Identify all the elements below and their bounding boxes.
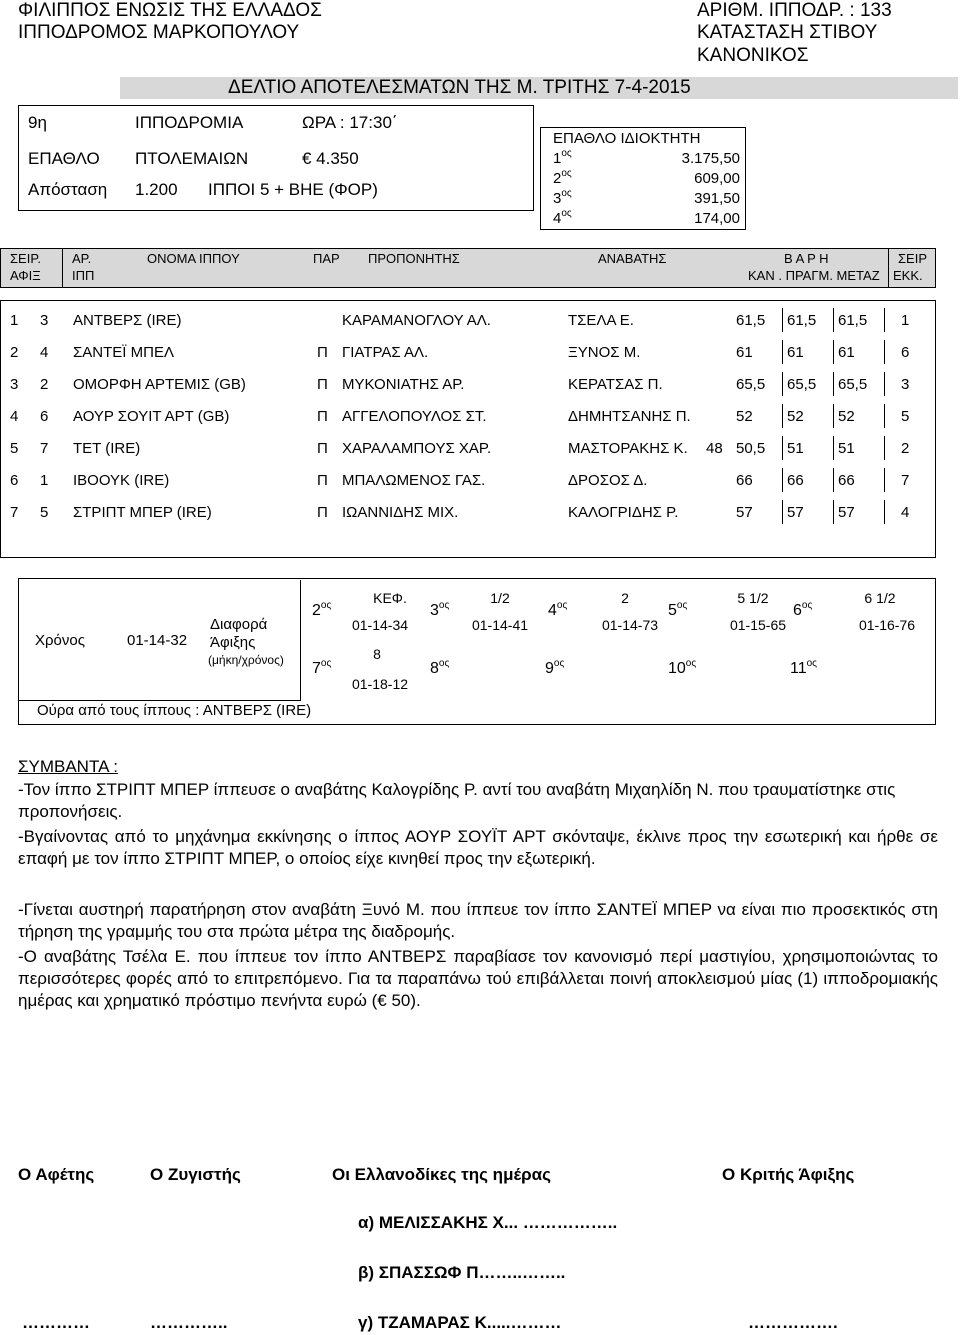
cell-divider	[884, 436, 885, 460]
row-horse-number: 2	[40, 376, 49, 393]
cell-divider	[884, 468, 885, 492]
row-weight-assigned: 50,5	[736, 440, 766, 457]
row-trainer: ΜΠΑΛΩΜΕΝΟΣ ΓΑΣ.	[342, 472, 486, 489]
table-row	[0, 376, 936, 398]
cell-divider	[884, 500, 885, 524]
event-note-3: -Γίνεται αυστηρή παρατήρηση στον αναβάτη Ξυνό Μ. που ίππευε τον ίππο ΣΑΝΤΕΪ ΜΠΕΡ να είναι πιο προσεκτικός στη τήρηση της γραμμής του στα πρώτα μέτρα της διαδρομής.	[18, 900, 938, 941]
row-weight-changed: 65,5	[838, 376, 868, 393]
margin-2: ΚΕΦ.	[373, 590, 407, 606]
cell-divider	[833, 308, 834, 332]
runners-info: ΙΠΠΟΙ 5 + ΒΗΕ (ΦΟΡ)	[208, 180, 378, 199]
event-note-1: -Τον ίππο ΣΤΡΙΠΤ ΜΠΕΡ ίππευσε ο αναβάτης Καλογρίδης Ρ. αντί του αναβάτη Μιχαηλίδη Ν. που τραυματίστηκε στις προπονήσεις.	[18, 780, 896, 821]
sign-weigher: Ο Ζυγιστής	[150, 1165, 241, 1184]
row-jockey: ΚΑΛΟΓΡΙΔΗΣ Ρ.	[568, 504, 679, 521]
race-word: ΙΠΠΟΔΡΟΜΙΑ	[135, 113, 244, 132]
col-weights: Β Α Ρ Η	[784, 251, 829, 266]
row-horse-name: ΑΝΤΒΕΡΣ (IRE)	[73, 312, 182, 329]
row-weight-actual: 52	[787, 408, 804, 425]
cell-divider	[782, 436, 783, 460]
col-jockey: ΑΝΑΒΑΤΗΣ	[598, 251, 667, 266]
row-par: Π	[317, 408, 328, 425]
row-horse-name: ΙΒΟΟΥΚ (IRE)	[73, 472, 170, 489]
row-jockey: ΤΣΕΛΑ Ε.	[568, 312, 634, 329]
prize-amount-2: 609,00	[694, 170, 740, 187]
cell-divider	[884, 372, 885, 396]
prize-amount-3: 391,50	[694, 190, 740, 207]
place-5: $5^{o\varsigma}$	[668, 600, 688, 619]
place-11: $11^{o\varsigma}$	[790, 658, 817, 677]
cell-divider	[782, 500, 783, 524]
cell-divider	[833, 340, 834, 364]
distance-value: 1.200	[135, 180, 178, 199]
row-start-order: 4	[901, 504, 910, 521]
row-horse-name: ΟΜΟΡΦΗ ΑΡΤΕΜΙΣ (GB)	[73, 376, 246, 393]
row-position: 2	[10, 344, 19, 361]
row-start-order: 7	[901, 472, 910, 489]
sign-starter: Ο Αφέτης	[18, 1165, 95, 1184]
table-row	[0, 504, 936, 526]
table-row	[0, 344, 936, 366]
row-weight-actual: 65,5	[787, 376, 817, 393]
owner-prizes-title: ΕΠΑΘΛΟ ΙΔΙΟΚΤΗΤΗ	[553, 130, 701, 147]
row-start-order: 5	[901, 408, 910, 425]
cell-divider	[833, 436, 834, 460]
col-weights-sub: ΚΑΝ . ΠΡΑΓΜ. ΜΕΤΑΖ	[748, 268, 880, 283]
row-trainer: ΧΑΡΑΛΑΜΠΟΥΣ ΧΑΡ.	[342, 440, 492, 457]
row-trainer: ΜΥΚΟΝΙΑΤΗΣ ΑΡ.	[342, 376, 465, 393]
prize-place-3: $3^{o\varsigma}$	[553, 188, 572, 207]
cell-divider	[833, 404, 834, 428]
row-par: Π	[317, 344, 328, 361]
row-jockey: ΚΕΡΑΤΣΑΣ Π.	[568, 376, 663, 393]
prize-amount: € 4.350	[302, 149, 359, 168]
col-divider	[62, 248, 63, 288]
margin-5: 5 1/2	[737, 590, 769, 606]
row-weight-assigned: 52	[736, 408, 753, 425]
table-row	[0, 440, 936, 462]
row-position: 6	[10, 472, 19, 489]
row-position: 5	[10, 440, 19, 457]
cell-divider	[782, 404, 783, 428]
col-start-1: ΣΕΙΡ	[898, 251, 927, 266]
cell-divider	[833, 468, 834, 492]
row-jockey: ΜΑΣΤΟΡΑΚΗΣ Κ.	[568, 440, 688, 457]
place-9: $9^{o\varsigma}$	[545, 658, 565, 677]
margin-3: 1/2	[490, 590, 510, 606]
event-note-4: -Ο αναβάτης Τσέλα Ε. που ίππευε τον ίππο ΑΝΤΒΕΡΣ παραβίασε τον κανονισμό περί μαστιγίου, χρησιμοποιώντας το περισσότερες φορές από το επιτρεπόμενο. Για τα παραπάνω τού επιβάλλεται ποινή αποκλεισμού μίας (1) ιπποδρομιακής ημέρας και χρηματικό πρόστιμο πενήντα ευρώ (€ 50).	[18, 947, 938, 1010]
cell-divider	[884, 308, 885, 332]
row-weight-changed: 51	[838, 440, 855, 457]
row-start-order: 6	[901, 344, 910, 361]
row-par: Π	[317, 504, 328, 521]
row-jockey: ΔΡΟΣΟΣ Δ.	[568, 472, 648, 489]
row-weight-actual: 61,5	[787, 312, 817, 329]
margin-4: 2	[621, 590, 629, 606]
prize-amount-1: 3.175,50	[681, 150, 740, 167]
row-start-order: 1	[901, 312, 910, 329]
row-par: Π	[317, 440, 328, 457]
row-weight-assigned: 57	[736, 504, 753, 521]
meeting-number: ΑΡΙΘΜ. ΙΠΠΟΔΡ. : 133	[697, 0, 892, 21]
row-weight-actual: 51	[787, 440, 804, 457]
col-horse: ΟΝΟΜΑ ΙΠΠΟΥ	[147, 251, 240, 266]
col-start-2: ΕΚΚ.	[893, 268, 923, 283]
time-label: Χρόνος	[35, 632, 85, 649]
race-number: 9η	[28, 113, 47, 132]
events-title: ΣΥΜΒΑΝΤΑ :	[18, 757, 118, 776]
table-row	[0, 472, 936, 494]
row-trainer: ΑΓΓΕΛΟΠΟΥΛΟΣ ΣΤ.	[342, 408, 487, 425]
cell-divider	[782, 468, 783, 492]
row-weight-actual: 57	[787, 504, 804, 521]
row-horse-number: 4	[40, 344, 49, 361]
federation-name: ΦΙΛΙΠΠΟΣ ΕΝΩΣΙΣ ΤΗΣ ΕΛΛΑΔΟΣ	[18, 0, 322, 21]
row-weight-changed: 57	[838, 504, 855, 521]
row-horse-number: 1	[40, 472, 49, 489]
diff-label-3: (μήκη/χρόνος)	[208, 653, 284, 667]
racecourse-name: ΙΠΠΟΔΡΟΜΟΣ ΜΑΡΚΟΠΟΥΛΟΥ	[18, 22, 300, 43]
row-start-order: 2	[901, 440, 910, 457]
time-2: 01-14-34	[351, 617, 409, 633]
row-weight-changed: 66	[838, 472, 855, 489]
event-note-2: -Βγαίνοντας από το μηχάνημα εκκίνησης ο ίππος ΑΟΥΡ ΣΟΥΪΤ ΑΡΤ σκόνταψε, έκλινε προς την εσωτερική και ήρθε σε επαφή με τον ίππο ΣΤΡΙΠΤ ΜΠΕΡ, ο οποίος είχε κινηθεί προς την εξωτερική.	[18, 827, 938, 868]
table-row	[0, 312, 936, 334]
row-trainer: ΚΑΡΑΜΑΝΟΓΛΟΥ ΑΛ.	[342, 312, 491, 329]
col-order-1: ΣΕΙΡ.	[10, 251, 41, 266]
col-num-2: ΙΠΠ	[72, 268, 95, 283]
prize-place-4: $4^{o\varsigma}$	[553, 208, 572, 227]
col-num-1: ΑΡ.	[72, 251, 92, 266]
winning-time: 01-14-32	[127, 632, 188, 649]
row-weight-assigned: 61	[736, 344, 753, 361]
margin-6: 6 1/2	[864, 590, 896, 606]
row-allowance: 48	[706, 440, 723, 457]
row-start-order: 3	[901, 376, 910, 393]
cell-divider	[833, 500, 834, 524]
sign-line-weigher: …………..	[150, 1313, 228, 1332]
margin-7: 8	[373, 646, 381, 662]
row-jockey: ΞΥΝΟΣ Μ.	[568, 344, 641, 361]
time-3: 01-14-41	[471, 617, 529, 633]
row-weight-assigned: 66	[736, 472, 753, 489]
row-position: 1	[10, 312, 19, 329]
row-weight-actual: 61	[787, 344, 804, 361]
place-3: $3^{o\varsigma}$	[430, 600, 450, 619]
row-horse-name: ΑΟΥΡ ΣΟΥΙΤ ΑΡΤ (GB)	[73, 408, 230, 425]
row-horse-name: ΣΤΡΙΠΤ ΜΠΕΡ (IRE)	[73, 504, 212, 521]
time-7: 01-18-12	[351, 676, 409, 692]
row-position: 4	[10, 408, 19, 425]
sign-judge: Ο Κριτής Άφιξης	[722, 1165, 855, 1184]
diff-label-2: Άφιξης	[210, 634, 256, 651]
row-horse-number: 3	[40, 312, 49, 329]
row-horse-number: 7	[40, 440, 49, 457]
timing-divider	[300, 580, 301, 700]
place-2: $2^{o\varsigma}$	[312, 600, 332, 619]
place-4: $4^{o\varsigma}$	[548, 600, 568, 619]
track-state-label: ΚΑΤΑΣΤΑΣΗ ΣΤΙΒΟΥ	[697, 22, 878, 43]
place-6: $6^{o\varsigma}$	[793, 600, 813, 619]
last-horse: Ούρα από τους ίππους : ΑΝΤΒΕΡΣ (IRE)	[37, 702, 312, 719]
distance-label: Απόσταση	[28, 180, 108, 199]
cell-divider	[884, 404, 885, 428]
col-trainer: ΠΡΟΠΟΝΗΤΗΣ	[368, 251, 460, 266]
place-7: $7^{o\varsigma}$	[312, 658, 332, 677]
prize-amount-4: 174,00	[694, 210, 740, 227]
row-weight-assigned: 61,5	[736, 312, 766, 329]
sign-line-judge: …………….	[748, 1313, 838, 1332]
track-state-value: ΚΑΝΟΝΙΚΟΣ	[697, 45, 809, 66]
prize-name: ΠΤΟΛΕΜΑΙΩΝ	[135, 149, 249, 168]
row-weight-assigned: 65,5	[736, 376, 766, 393]
steward-b: β) ΣΠΑΣΣΩΦ Π……..……..	[358, 1263, 566, 1282]
row-par: Π	[317, 472, 328, 489]
row-horse-name: ΣΑΝΤΕΪ ΜΠΕΛ	[73, 344, 174, 361]
prize-place-1: $1^{o\varsigma}$	[553, 148, 572, 167]
col-order-2: ΑΦΙΞ	[10, 268, 41, 283]
row-weight-changed: 52	[838, 408, 855, 425]
row-trainer: ΙΩΑΝΝΙΔΗΣ ΜΙΧ.	[342, 504, 459, 521]
sign-stewards: Οι Ελλανοδίκες της ημέρας	[332, 1165, 551, 1184]
row-trainer: ΓΙΑΤΡΑΣ ΑΛ.	[342, 344, 429, 361]
cell-divider	[782, 372, 783, 396]
row-horse-number: 6	[40, 408, 49, 425]
row-weight-actual: 66	[787, 472, 804, 489]
table-row	[0, 408, 936, 430]
row-jockey: ΔΗΜΗΤΣΑΝΗΣ Π.	[568, 408, 691, 425]
col-divider	[888, 248, 889, 288]
time-5: 01-15-65	[729, 617, 787, 633]
row-horse-number: 5	[40, 504, 49, 521]
cell-divider	[782, 340, 783, 364]
cell-divider	[833, 372, 834, 396]
timing-divider	[18, 700, 301, 701]
cell-divider	[782, 308, 783, 332]
row-position: 3	[10, 376, 19, 393]
row-weight-changed: 61	[838, 344, 855, 361]
row-par: Π	[317, 376, 328, 393]
time-6: 01-16-76	[858, 617, 916, 633]
steward-c: γ) ΤΖΑΜΑΡΑΣ Κ.....………	[358, 1313, 562, 1332]
race-time: ΩΡΑ : 17:30΄	[302, 113, 398, 132]
prize-place-2: $2^{o\varsigma}$	[553, 168, 572, 187]
diff-label-1: Διαφορά	[210, 616, 268, 633]
bulletin-title: ΔΕΛΤΙΟ ΑΠΟΤΕΛΕΣΜΑΤΩΝ ΤΗΣ Μ. ΤΡΙΤΗΣ 7-4-2015	[228, 77, 691, 98]
col-par: ΠΑΡ	[313, 251, 340, 266]
place-10: $10^{o\varsigma}$	[668, 658, 697, 677]
row-horse-name: ΤΕΤ (IRE)	[73, 440, 141, 457]
row-weight-changed: 61,5	[838, 312, 868, 329]
place-8: $8^{o\varsigma}$	[430, 658, 450, 677]
steward-a: α) ΜΕΛΙΣΣΑΚΗΣ Χ... ……………..	[358, 1213, 618, 1232]
sign-line-starter: …………	[22, 1313, 90, 1332]
cell-divider	[884, 340, 885, 364]
prize-label: ΕΠΑΘΛΟ	[28, 149, 100, 168]
time-4: 01-14-73	[601, 617, 659, 633]
row-position: 7	[10, 504, 19, 521]
